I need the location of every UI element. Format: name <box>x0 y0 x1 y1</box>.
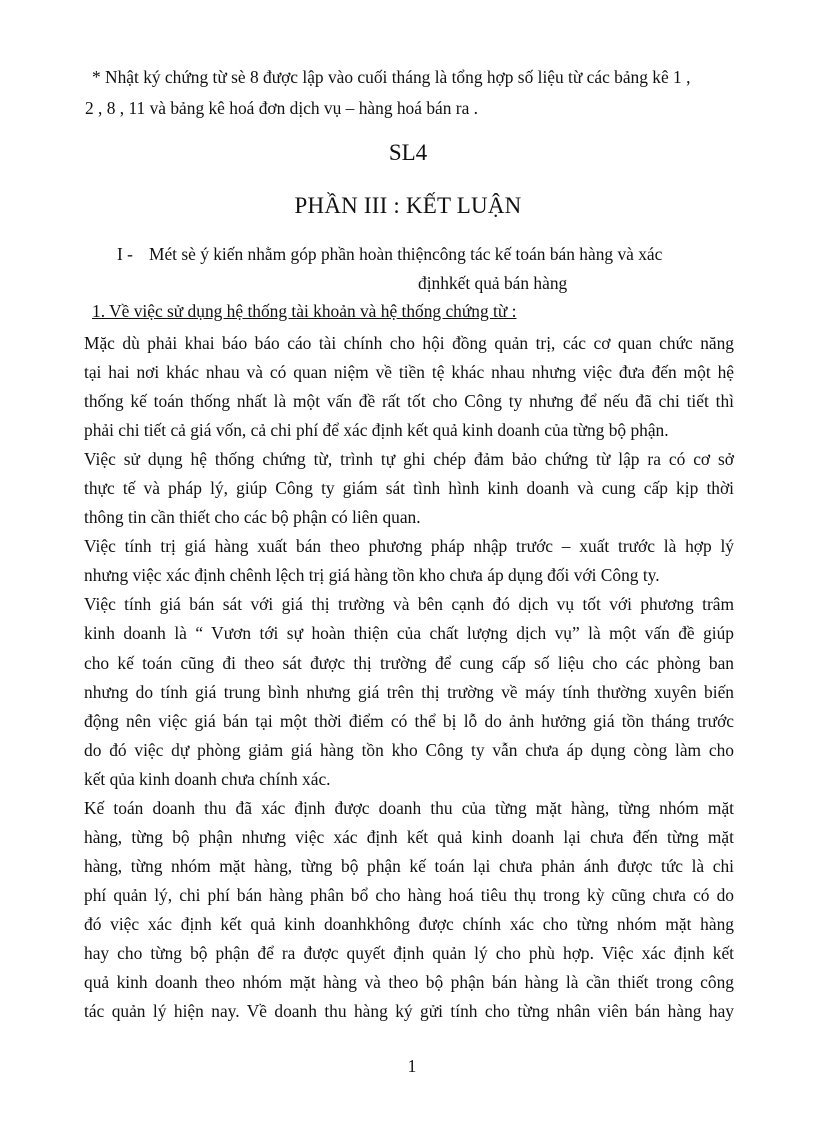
body-line: do đó việc dự phòng giảm giá hàng tồn kho Công ty vẫn chưa áp dụng còng làm cho <box>84 739 734 760</box>
body-line: tại hai nơi khác nhau và có quan niệm về tiền tệ khác nhau nhưng việc đưa đến một hệ <box>84 362 734 383</box>
sl-label <box>0 140 816 166</box>
body-line: hàng, từng bộ phận nhưng việc xác định kết quả kinh doanh lại chưa đến từng mặt <box>84 826 734 847</box>
body-line: quả kinh doanh theo nhóm mặt hàng và theo bộ phận bán hàng là cần thiết trong công <box>84 972 734 993</box>
body-line: phải chi tiết cả giá vốn, cả chi phí để xác định kết quả kinh doanh của từng bộ phận. <box>84 420 669 441</box>
body-line: tác quản lý hiện nay. Về doanh thu hàng ký gửi tính cho từng nhân viên bán hàng hay <box>84 1001 734 1022</box>
body-text <box>84 329 734 1026</box>
body-line: đó việc xác định kết quả kinh doanhkhông được chính xác cho từng nhóm mặt hàng <box>84 913 734 934</box>
body-line: thông tin cần thiết cho các bộ phận có liên quan. <box>84 507 421 528</box>
body-line: kết qủa kinh doanh chưa chính xác. <box>84 768 331 789</box>
body-line: phí quản lý, chi phí bán hàng phân bổ cho hàng hoá tiêu thụ trong kỳ cũng chưa có do <box>84 884 734 905</box>
section-title-line-2: địnhkết quả bán hàng <box>418 273 568 293</box>
section-heading <box>117 244 662 265</box>
sl-label-text: SL4 <box>388 140 428 165</box>
section-number: I - <box>117 244 133 264</box>
body-line: cho kế toán cũng đi theo sát được thị trường để cung cấp số liệu cho các phòng ban <box>84 652 734 673</box>
body-line: động nên việc giá bán tại một thời điểm có thể bị lỗ do ảnh hưởng giá tồn tháng trước <box>84 710 734 731</box>
subsection-heading: 1. Về việc sử dụng hệ thống tài khoản và hệ thống chứng từ : <box>92 301 517 321</box>
intro-line-1: * Nhật ký chứng từ sè 8 được lập vào cuối tháng là tổng hợp số liệu từ các bảng kê 1 , <box>92 67 691 87</box>
body-line: Việc tính giá bán sát với giá thị trường và bên cạnh đó dịch vụ tốt với phương trâm <box>84 594 734 615</box>
body-line: hàng, từng nhóm mặt hàng, từng bộ phận kế toán lại chưa phản ánh được tức là chi <box>84 855 734 876</box>
page-number: 1 <box>407 1056 417 1076</box>
body-line: nhưng do tính giá trung bình nhưng giá trên thị trường về máy tính thường xuyên biến <box>84 681 734 702</box>
body-line: Việc tính trị giá hàng xuất bán theo phương pháp nhập trước – xuất trước là hợp lý <box>84 536 734 557</box>
body-line: thống kế toán thống nhất là một vấn đề rất tốt cho Công ty nhưng để nếu đã chi tiết thì <box>84 391 734 412</box>
body-line: Mặc dù phải khai báo báo cáo tài chính cho hội đồng quản trị, các cơ quan chức năng <box>84 333 734 353</box>
part-title: PHẦN III : KẾT LUẬN <box>294 193 522 218</box>
body-line: kinh doanh là “ Vươn tới sự hoàn thiện của chất lượng dịch vụ” là một vấn đề giúp <box>84 623 734 644</box>
section-title-line-1: Mét sè ý kiến nhằm góp phần hoàn thiệncông tác kế toán bán hàng và xác <box>149 244 663 264</box>
body-line: Kế toán doanh thu đã xác định được doanh thu của từng mặt hàng, từng nhóm mặt <box>84 797 734 818</box>
body-line: Việc sử dụng hệ thống chứng từ, trình tự ghi chép đảm bảo chứng từ lập ra có cơ sở <box>84 449 734 470</box>
body-line: nhưng việc xác định chênh lệch trị giá hàng tồn kho chưa áp dụng đối với Công ty. <box>84 565 660 586</box>
body-line: hay cho từng bộ phận để ra được quyết định quản lý cho phù hợp. Việc xác định kết <box>84 942 734 963</box>
body-line: thực tế và pháp lý, giúp Công ty giám sát tình hình kinh doanh và cung cấp kịp thời <box>84 478 734 499</box>
intro-line-2: 2 , 8 , 11 và bảng kê hoá đơn dịch vụ – hàng hoá bán ra . <box>85 98 478 118</box>
